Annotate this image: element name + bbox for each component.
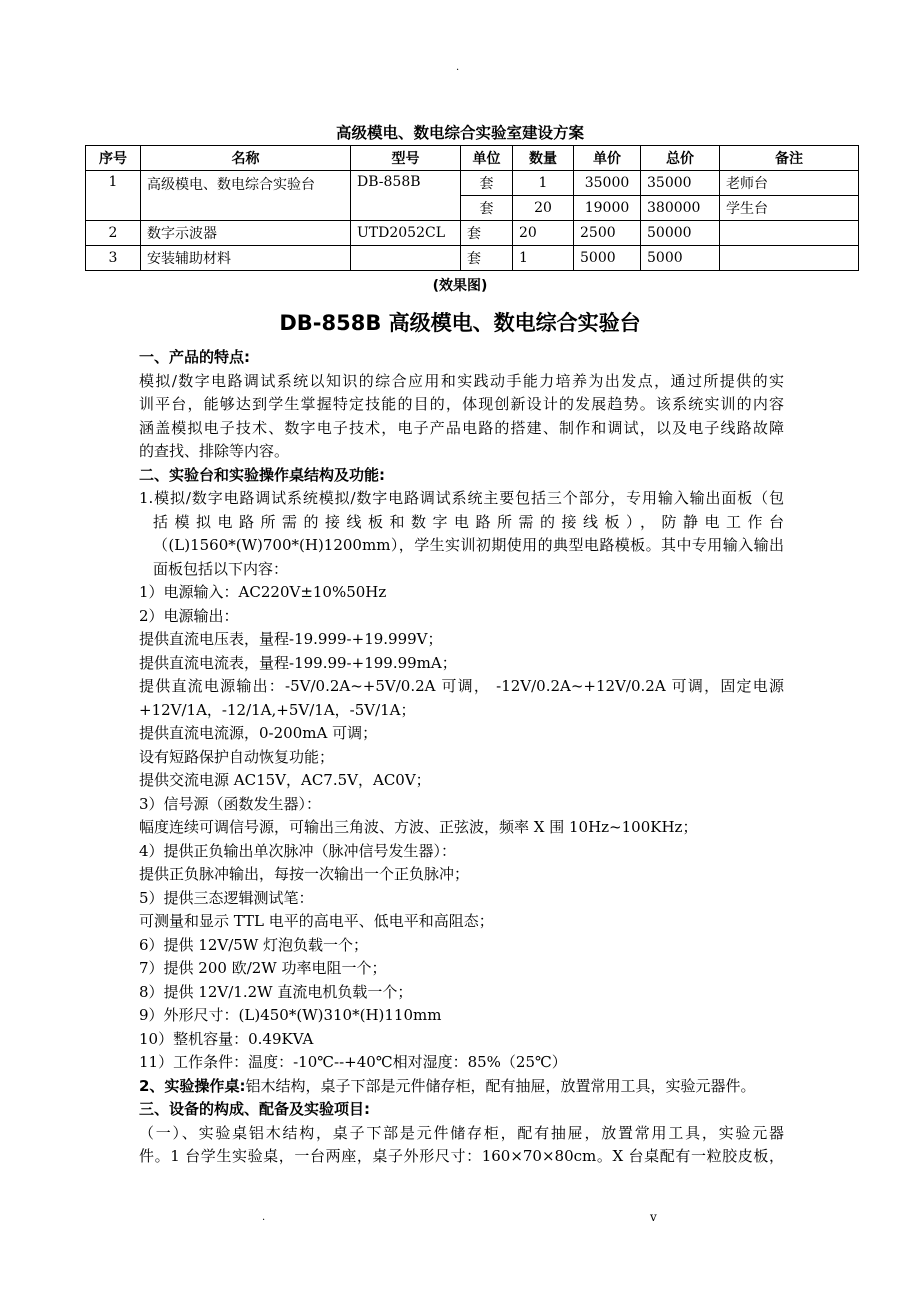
cell-note: 老师台 [720,171,859,196]
cell-no: 2 [86,221,141,246]
cell-price: 2500 [574,221,641,246]
list-item: 1）电源输入：AC220V±10%50Hz [139,583,387,601]
list-item: 提供直流电压表，量程-19.999-+19.999V； [139,630,443,648]
col-header-no: 序号 [86,146,141,171]
cell-name: 安装辅助材料 [141,246,351,271]
document-body [139,346,784,1169]
equipment-table [85,145,859,271]
paragraph-line: 训平台，能够达到学生掌握特定技能的目的，体现创新设计的发展趋势。该系统实训的内容 [139,395,784,413]
cell-note [720,246,859,271]
list-item: 8）提供 12V/1.2W 直流电机负载一个； [139,982,413,1001]
cell-price: 19000 [574,196,641,221]
cell-no: 1 [86,171,141,221]
paragraph-line: 涵盖模拟电子技术、数字电子技术，电子产品电路的搭建、制作和调试，以及电子线路故障 [139,418,784,437]
list-item: 提供交流电源 AC15V，AC7.5V，AC0V； [139,771,431,789]
col-header-unit: 单位 [461,146,513,171]
list-item: 3）信号源（函数发生器）： [139,794,322,813]
col-header-name: 名称 [141,146,351,171]
paragraph-line: 括模拟电路所需的接线板和数字电路所需的接线板），防静电工作台 [153,512,784,531]
cell-unit: 套 [461,196,513,221]
cell-total: 35000 [641,171,720,196]
cell-total: 5000 [641,246,720,271]
col-header-price: 单价 [574,146,641,171]
footer-right-mark: v [650,1210,657,1224]
cell-note: 学生台 [720,196,859,221]
cell-no: 3 [86,246,141,271]
cell-qty: 1 [513,171,574,196]
paragraph-line: （(L)1560*(W)700*(H)1200mm），学生实训初期使用的典型电路模板。其中专用输入输出 [153,536,784,554]
header-mark: . [456,62,460,73]
list-item: 6）提供 12V/5W 灯泡负载一个； [139,935,369,954]
cell-total: 50000 [641,221,720,246]
list-item: 可测量和显示 TTL 电平的高电平、低电平和高阻态； [139,912,494,930]
paragraph-line [139,1075,784,1099]
list-item: 5）提供三态逻辑测试笔： [139,888,314,907]
cell-unit: 套 [461,221,513,246]
inline-text: 铝木结构，桌子下部是元件储存柜，配有抽屉，放置常用工具，实验元器件。 [245,1076,756,1095]
cell-name: 高级模电、数电综合实验台 [141,171,351,221]
cell-unit: 套 [461,246,513,271]
list-item: 提供直流电源输出：-5V/0.2A~+5V/0.2A 可调， -12V/0.2A~+12V/0.2A 可调，固定电源 [139,677,784,695]
main-title: DB-858B 高级模电、数电综合实验台 [279,311,641,335]
section-heading: 二、实验台和实验操作桌结构及功能: [139,465,386,484]
list-item: 11）工作条件：温度：-10℃--+40℃相对湿度：85%（25℃） [139,1053,567,1071]
col-header-note: 备注 [720,146,859,171]
list-item: 幅度连续可调信号源，可输出三角波、方波、正弦波，频率 X 围 10Hz~100KHz； [139,818,698,836]
cell-qty: 20 [513,221,574,246]
cell-note [720,221,859,246]
list-item: +12V/1A，-12/1A,+5V/1A，-5V/1A； [139,700,416,719]
paragraph-line: 模拟/数字电路调试系统以知识的综合应用和实践动手能力培养为出发点，通过所提供的实 [139,371,784,390]
paragraph-line: （一）、实验桌铝木结构，桌子下部是元件储存柜，配有抽屉，放置常用工具，实验元器 [139,1123,784,1142]
section-heading: 三、设备的构成、配备及实验项目: [139,1100,371,1118]
list-item: 设有短路保护自动恢复功能； [139,747,335,766]
paragraph-line: 件。1 台学生实验桌，一台两座，桌子外形尺寸：160×70×80cm。X 台桌配有一粒胶皮板， [139,1147,784,1165]
list-item: 7）提供 200 欧/2W 功率电阻一个； [139,959,387,977]
list-item: 提供正负脉冲输出，每按一次输出一个正负脉冲； [139,865,470,883]
cell-name: 数字示波器 [141,221,351,246]
list-item: 提供直流电流表，量程-199.99-+199.99mA； [139,653,457,672]
list-item: 10）整机容量：0.49KVA [139,1029,314,1048]
paragraph-line: 1.模拟/数字电路调试系统模拟/数字电路调试系统主要包括三个部分，专用输入输出面板（包 [139,489,784,507]
table-row [86,246,859,271]
cell-qty: 20 [513,196,574,221]
cell-price: 5000 [574,246,641,271]
footer-left-mark: . [262,1212,266,1223]
col-header-model: 型号 [351,146,461,171]
cell-model: UTD2052CL [351,221,461,246]
table-title: 高级模电、数电综合实验室建设方案 [335,124,584,142]
table-row [86,221,859,246]
cell-model: DB-858B [351,171,461,221]
list-item: 4）提供正负输出单次脉冲（脉冲信号发生器）： [139,841,457,860]
list-item: 2）电源输出： [139,606,239,625]
cell-unit: 套 [461,171,513,196]
cell-total: 380000 [641,196,720,221]
list-item: 9）外形尺寸：(L)450*(W)310*(H)110mm [139,1006,442,1024]
section-heading: 一、产品的特点: [139,348,250,366]
table-header-row [86,146,859,171]
table-row [86,171,859,196]
col-header-qty: 数量 [513,146,574,171]
col-header-total: 总价 [641,146,720,171]
paragraph-line: 的查找、排除等内容。 [139,442,290,460]
list-item: 提供直流电流源，0-200mA 可调； [139,724,378,742]
cell-model [351,246,461,271]
cell-price: 35000 [574,171,641,196]
inline-label: 2、实验操作桌: [139,1076,246,1095]
effect-label: (效果图) [432,278,488,294]
paragraph-line: 面板包括以下内容： [153,559,289,578]
cell-qty: 1 [513,246,574,271]
